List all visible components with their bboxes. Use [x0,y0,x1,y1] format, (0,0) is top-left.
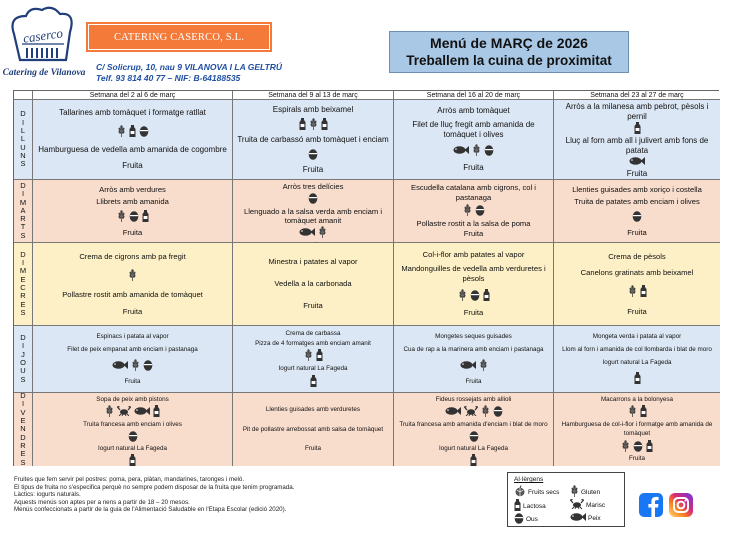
dish-item: Mandonguilles de vedella amb verduretes i pèsols [401,264,546,284]
lactosa-icon [646,440,653,454]
allergen-icons [105,406,160,419]
allergens-legend [507,472,625,527]
menu-cell [554,180,720,243]
dish-item: Espinacs i patata al vapor [96,332,169,340]
allergen-label: Marisc [586,501,606,509]
allergen-icons [460,359,488,372]
menu-cell [233,326,394,393]
day-letter: I [21,117,25,127]
dessert-item: Iogurt natural La Fageda [439,445,508,453]
dessert-item: Fruita [627,227,647,237]
dish-item: Llom al forn i amanida de col llombarda i blat de moro [562,345,712,353]
menu-cell [233,393,394,466]
ous-icon [308,192,318,206]
gluten-icon [318,226,327,240]
marisc-icon [117,406,131,418]
dish-item: Truita de carbassó amb tomàquet i enciam [237,134,389,144]
allergen-label: Ous [526,515,538,523]
gluten-icon [128,269,137,283]
day-letter: E [20,449,26,459]
dish-item: Truita francesa amb enciam i olives [83,420,182,428]
allergen-icons [299,227,327,240]
note-line: Làctics: iogurts naturals. [14,491,81,499]
day-letter: C [20,283,26,292]
menu-cell [554,243,720,326]
day-letter: S [20,230,26,240]
menu-cell [554,326,720,393]
week-header: Setmana del 9 al 13 de març [233,91,394,100]
menu-cell [33,393,233,466]
allergen-legend-item [514,485,559,499]
day-letter: J [21,349,25,359]
gluten-icon [463,204,472,218]
ous-icon [470,289,480,303]
peix-icon [299,227,315,239]
allergen-icons [629,156,645,168]
dish-item: Arròs amb tomàquet [437,106,510,116]
address-line: C/ Solicrup, 10, nau 9 VILANOVA I LA GELTRÚ [96,62,283,72]
gluten-icon [621,440,630,454]
lactosa-icon [129,454,136,468]
dessert-item: Fruita [463,163,484,173]
allergen-icons [453,145,494,158]
dessert-item: Fruita [304,445,322,453]
lactosa-icon [483,289,490,303]
menu-cell [233,180,394,243]
day-letter: N [20,150,26,160]
day-letter: S [20,457,26,467]
gluten-icon [628,405,637,419]
dish-item: Pit de pollastre arrebossat amb salsa de tomàquet [242,425,384,433]
ous-icon [128,430,138,444]
dish-item: Fideus rossejats amb allioli [435,396,512,403]
allergen-icons [628,406,647,419]
dish-item: Crema de pèsols [608,251,666,261]
dish-item: Llenties guisades amb verduretes [265,406,361,414]
allergen-icons [632,211,642,224]
allergen-icons [310,375,317,388]
day-label-dijous [14,326,33,393]
dish-item: Pollastre rostit amb amanida de tomàquet [62,290,203,300]
lactosa-icon [321,118,328,132]
allergen-icons [445,406,503,419]
peix-icon [460,360,476,372]
dish-item: Truita francesa amb amanida d'enciam i blat de moro [399,420,548,428]
day-label-dilluns [14,100,33,180]
peix-icon [112,360,128,372]
allergen-icons [621,440,653,453]
day-letter: E [20,416,26,426]
lactosa-icon [514,499,521,513]
lactosa-icon [153,405,160,419]
company-name: CATERING CASERCO, S.L. [88,24,270,50]
dessert-item: Iogurt natural La Fageda [602,359,672,367]
note-line: Menús confeccionats a partir de la guia de l'Alimentació Saludable en l'Etapa Escolar (edició 2020). [14,506,287,514]
peix-icon [570,512,586,524]
dish-item: Escudella catalana amb cigrons, col i pastanaga [411,182,536,202]
day-letter: R [20,440,26,450]
day-letter: R [20,291,26,301]
dish-item: Crema de carbassa [285,329,341,337]
gluten-icon [472,144,481,158]
menu-cell [554,100,720,180]
dish-item: Minestra i patates al vapor [268,257,358,267]
lactosa-icon [640,285,647,299]
allergen-label: Fruits secs [528,488,560,496]
dish-item: Macarrons a la bolonyesa [600,396,674,404]
lactosa-icon [142,210,149,224]
day-letter: D [20,249,26,259]
week-header: Setmana del 2 al 6 de març [33,91,233,100]
gluten-icon [628,285,637,299]
allergen-icons [458,290,490,303]
menu-cell [394,326,554,393]
day-letter: L [20,134,26,144]
day-label-divendres [14,393,33,466]
allergen-legend-item [570,512,601,524]
ous-icon [633,440,643,454]
allergen-icons [117,125,149,138]
gluten-icon [105,405,114,419]
instagram-icon[interactable] [668,492,694,518]
ous-icon [129,210,139,224]
dish-item: Pollastre rostit a la salsa de poma [416,218,531,228]
day-letter: S [20,374,26,384]
dish-item: Col-i-flor amb patates al vapor [422,249,525,259]
allergen-legend-item [514,499,546,513]
allergen-icons [129,455,136,468]
note-line: Fruites que fem servir pel postres: poma, pera, plàtan, mandarines, taronges i meló. [14,476,245,483]
dish-item: Truita de patates amb enciam i olives [574,197,700,207]
dish-item: Vedella a la carbonada [274,279,352,289]
day-letter: E [20,299,26,309]
peix-icon [453,145,469,157]
allergen-icons [117,211,149,224]
lactosa-icon [470,454,477,468]
dessert-item: Fruita [465,377,482,385]
day-letter: D [20,109,26,119]
allergen-label: Lactosa [523,502,546,510]
lactosa-icon [299,118,306,132]
peix-icon [629,156,645,168]
ous-icon [308,148,318,162]
allergen-icons [128,269,137,282]
day-letter: D [20,333,26,343]
menu-subtitle: Treballem la cuina de proximitat [406,53,612,68]
dish-item: Arròs a la milanesa amb pebrot, pèsols i pernil [565,102,709,121]
day-letter: S [20,159,26,169]
day-letter: O [20,358,26,367]
dish-item: Cua de rap a la marinera amb enciam i pastanaga [403,345,544,353]
dish-item: Hamburguesa de col-i-flor i formatge amb amanida de tomàquet [561,420,713,438]
gluten-icon [131,359,140,373]
ous-icon [632,210,642,224]
allergen-legend-item [514,512,538,526]
allergen-icons [308,193,318,206]
dessert-item: Iogurt natural La Fageda [278,365,348,373]
dessert-item: Fruita [122,161,143,171]
lactosa-icon [129,125,136,139]
dessert-item: Fruita [627,306,647,316]
gluten-icon [481,405,490,419]
day-label-dimecres [14,243,33,326]
allergens-heading: Al·lèrgens [514,476,544,483]
ous-icon [143,359,153,373]
lactosa-icon [634,372,641,386]
dish-item: Sopa de peix amb pistons [96,396,169,403]
dish-item: Llibrets amb amanida [96,197,169,207]
day-letter: S [20,307,26,317]
dish-item: Hamburguesa de vedella amb amanida de cogombre [38,145,227,155]
allergen-icons [304,350,323,363]
day-letter: L [20,126,26,136]
allergen-legend-item [570,485,600,499]
facebook-icon[interactable] [638,492,664,518]
allergen-legend-item [570,499,605,511]
lactosa-icon [634,122,641,136]
dish-item: Mongeta verda i patata al vapor [592,332,682,340]
marisc-icon [570,499,584,511]
dessert-item: Fruita [626,169,648,179]
day-letter: U [20,366,26,376]
week-header: Setmana del 23 al 27 de març [554,91,720,100]
menu-cell [233,100,394,180]
day-letter: N [20,424,26,434]
day-letter: E [20,274,26,284]
allergen-icons [628,286,647,299]
menu-cell [233,243,394,326]
phone-nif-line: Telf. 93 814 40 77 – NIF: B-64188535 [96,72,241,83]
day-letter: I [21,341,25,351]
dessert-item: Fruita [122,227,143,237]
dessert-item: Fruita [122,306,143,316]
day-letter: U [20,142,26,152]
allergen-icons [469,430,479,443]
menu-cell [394,180,554,243]
lactosa-icon [316,349,323,363]
day-letter: I [21,258,25,268]
gluten-icon [309,118,318,132]
dessert-item: Fruita [463,229,484,239]
allergen-icons [308,148,318,161]
menu-cell [394,100,554,180]
dessert-item: Iogurt natural La Fageda [98,445,167,453]
peix-icon [445,406,461,418]
note-line: El tipus de fruita no s'especifica perquè no sempre podem disposar de la fruita que tenim programada. [14,483,295,491]
menu-notes [14,476,294,514]
dish-item: Canelons gratinats amb beixamel [580,268,694,278]
dish-item: Arròs amb verdures [99,184,166,194]
allergen-icons [463,204,485,217]
dish-item: Filet de lluç fregit amb amanida de tomàquet i olives [412,120,535,139]
day-letter: D [20,391,26,401]
dessert-item: Fruita [302,164,324,174]
dish-item: Crema de cigrons amb pa fregit [79,251,186,261]
dish-item: Arròs tres delícies [282,182,344,191]
day-letter: D [20,180,26,190]
ous-icon [493,405,503,419]
day-letter: A [20,205,26,215]
company-address [96,62,282,83]
allergen-label: Peix [588,514,601,522]
day-letter: D [20,432,26,442]
dish-item: Llenties guisades amb xoriço i costella [572,184,702,194]
day-letter: V [20,407,26,417]
company-banner [86,22,272,52]
menu-cell [394,243,554,326]
peix-icon [134,406,150,418]
dish-item: Tallarines amb tomàquet i formatge ratllat [59,108,206,118]
dessert-item: Fruita [463,308,484,318]
svg-text:caserco: caserco [22,25,64,46]
ous-icon [514,512,524,526]
fruits-secs-icon [514,485,526,499]
gluten-icon [117,125,126,139]
dessert-item: Fruita [303,301,323,311]
day-letter: I [21,189,25,199]
menu-cell [394,393,554,466]
dish-item: Mongetes seques guisades [435,332,512,340]
allergen-label: Gluten [581,488,601,496]
logo-caption: Catering de Vilanova [2,68,86,78]
day-letter: R [20,214,26,224]
lactosa-icon [640,405,647,419]
gluten-icon [479,359,488,373]
dessert-item: Fruita [124,377,141,385]
week-header: Setmana del 16 al 20 de març [394,91,554,100]
marisc-icon [464,406,478,418]
ous-icon [484,144,494,158]
menu-cell [554,393,720,466]
allergen-icons [112,359,153,372]
menu-cell [33,180,233,243]
menu-title: Menú de MARÇ de 2026 [430,35,588,51]
gluten-icon [570,485,579,499]
dish-item: Pizza de 4 formatges amb enciam amanit [255,339,371,347]
ous-icon [139,125,149,139]
dish-item: Filet de peix empanat amb enciam i pastanaga [67,345,198,353]
dessert-item: Fruita [628,455,646,463]
menu-cell [33,326,233,393]
allergen-icons [634,122,641,135]
allergen-icons [634,372,641,385]
lactosa-icon [310,375,317,389]
dish-item: Espirals amb beixamel [272,104,354,114]
dish-item: Lluç al forn amb all i julivert amb fons de patata [565,136,709,155]
dish-item: Llenguado a la salsa verda amb enciam i tomàquet amanit [243,206,383,226]
grid-corner [14,91,33,100]
menu-cell [33,100,233,180]
allergen-icons [128,430,138,443]
ous-icon [469,430,479,444]
ous-icon [475,204,485,218]
menu-grid [13,90,719,466]
allergen-icons [470,455,477,468]
menu-cell [33,243,233,326]
gluten-icon [458,289,467,303]
gluten-icon [117,210,126,224]
gluten-icon [304,349,313,363]
day-label-dimarts [14,180,33,243]
day-letter: I [21,399,25,409]
day-letter: M [19,197,27,207]
menu-title-box [389,31,629,73]
day-letter: T [20,222,26,232]
day-letter: M [19,266,27,276]
note-line: Aquests menús son aptes per a nens a partir de 18 – 20 mesos. [14,498,190,506]
allergen-icons [299,118,328,131]
